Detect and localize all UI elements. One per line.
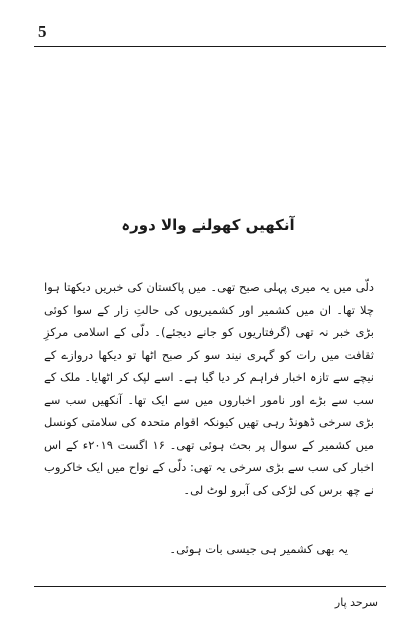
chapter-title: آنکھیں کھولنے والا دورہ (121, 216, 295, 234)
header-rule (34, 46, 386, 47)
closing-line: یہ بھی کشمیر ہی جیسی بات ہوئی۔ (169, 542, 348, 556)
page-number: 5 (38, 22, 47, 41)
footer-rule (34, 586, 386, 587)
body-paragraph (44, 276, 374, 501)
running-footer-book-title: سرحد پار (334, 596, 378, 609)
paragraph-text: دلّی میں یہ میری پہلی صبح تھی۔ میں پاکستان کی خبریں دیکھتا ہوا چلا تھا۔ ان میں کشمیر اور کشمیریوں کی حالتِ زار کے سوا کوئی بڑی خبر نہ تھی (گرفتاریوں کو جانے دیجئے)۔ دلّی کے اسلامی مرکزِ ثقافت میں رات کو گہری نیند سو کر صبح اٹھا تو دیکھا دروازے کے نیچے سے تازہ اخبار فراہم کر دیا گیا ہے۔ اسے لپک کر اٹھایا۔ ملک کے سب سے بڑے اور نامور اخباروں میں سے ایک تھا۔ آنکھیں سب سے بڑی سرخی ڈھونڈ رہی تھیں کیونکہ اقوام متحدہ کی سلامتی کونسل میں کشمیر کے سوال پر بحث ہوئی تھی۔ ۱۶ اگست ۲۰۱۹ء کے اس اخبار کی سب سے بڑی سرخی یہ تھی: دلّی کے نواح میں ایک خاکروب نے چھ برس کی لڑکی کی آبرو لوٹ لی۔ (44, 280, 374, 497)
